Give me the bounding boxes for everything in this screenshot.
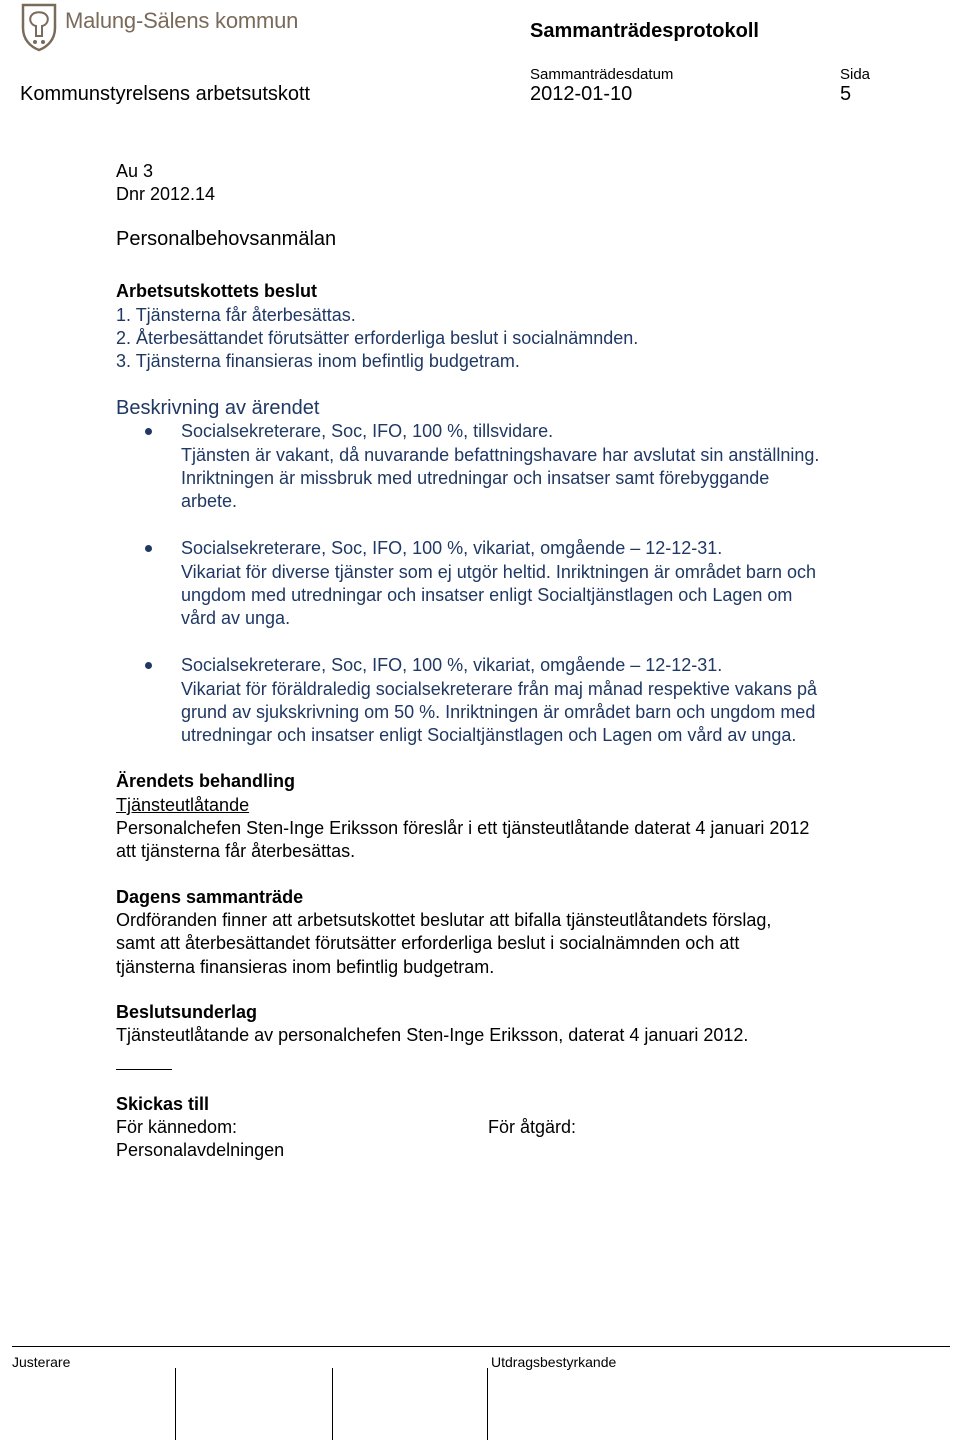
basis-text: Tjänsteutlåtande av personalchefen Sten-Inge Eriksson, daterat 4 januari 2012. — [116, 1025, 749, 1045]
page-number: 5 — [840, 83, 852, 105]
description-line: Tjänsten är vakant, då nuvarande befattningshavare har avslutat sin anställning. — [181, 445, 820, 465]
au-number: Au 3 — [116, 161, 154, 181]
decision-item: 1. Tjänsterna får återbesättas. — [116, 305, 356, 325]
description-line: Socialsekreterare, Soc, IFO, 100 %, vikariat, omgående – 12-12-31. — [181, 655, 723, 675]
description-line: arbete. — [181, 491, 238, 511]
separator-line — [116, 1069, 172, 1070]
decision-item: 3. Tjänsterna finansieras inom befintlig budgetram. — [116, 351, 520, 371]
page-label: Sida — [840, 66, 871, 83]
footer-rule — [12, 1346, 950, 1347]
dnr-number: Dnr 2012.14 — [116, 184, 216, 204]
meeting-line: Ordföranden finner att arbetsutskottet beslutar att bifalla tjänsteutlåtandets förslag, — [116, 910, 772, 930]
org-name: Malung-Sälens kommun — [65, 8, 299, 33]
description-line: Socialsekreterare, Soc, IFO, 100 %, vikariat, omgående – 12-12-31. — [181, 538, 723, 558]
description-heading: Beskrivning av ärendet — [116, 397, 320, 419]
meeting-date: 2012-01-10 — [530, 83, 633, 105]
basis-heading: Beslutsunderlag — [116, 1002, 258, 1022]
bullet-icon — [145, 428, 152, 435]
bullet-icon — [145, 545, 152, 552]
committee-name: Kommunstyrelsens arbetsutskott — [20, 83, 311, 105]
bullet-icon — [145, 662, 152, 669]
meeting-line: samt att återbesättandet förutsätter erforderliga beslut i socialnämnden och att — [116, 933, 740, 953]
decision-heading: Arbetsutskottets beslut — [116, 281, 318, 301]
description-line: Vikariat för föräldraledig socialsekreterare från maj månad respektive vakans på — [181, 679, 817, 699]
signature-divider — [332, 1368, 333, 1440]
description-line: ungdom med utredningar och insatser enligt Socialtjänstlagen och Lagen om — [181, 585, 793, 605]
meeting-heading: Dagens sammanträde — [116, 887, 304, 907]
case-title: Personalbehovsanmälan — [116, 228, 337, 250]
municipality-logo — [20, 2, 320, 54]
handling-line: Personalchefen Sten-Inge Eriksson föreslår i ett tjänsteutlåtande daterat 4 januari 2012 — [116, 818, 810, 838]
date-label: Sammanträdesdatum — [530, 66, 674, 83]
decision-item: 2. Återbesättandet förutsätter erforderliga beslut i socialnämnden. — [116, 328, 639, 348]
send-to-heading: Skickas till — [116, 1094, 210, 1114]
description-line: vård av unga. — [181, 608, 291, 628]
coat-of-arms-icon — [20, 2, 58, 52]
info-label: För kännedom: — [116, 1117, 238, 1137]
certifier-label: Utdragsbestyrkande — [491, 1354, 617, 1370]
description-line: utredningar och insatser enligt Socialtjänstlagen och Lagen om vård av unga. — [181, 725, 797, 745]
handling-subheading: Tjänsteutlåtande — [116, 795, 250, 815]
action-label: För åtgärd: — [488, 1117, 577, 1137]
document-type: Sammanträdesprotokoll — [530, 20, 759, 42]
adjusters-label: Justerare — [12, 1354, 71, 1370]
signature-divider — [175, 1368, 176, 1440]
description-line: Inriktningen är missbruk med utredningar och insatser samt förebyggande — [181, 468, 770, 488]
meeting-line: tjänsterna finansieras inom befintlig budgetram. — [116, 957, 495, 977]
handling-heading: Ärendets behandling — [116, 771, 296, 791]
description-line: grund av sjukskrivning om 50 %. Inriktningen är området barn och ungdom med — [181, 702, 816, 722]
description-line: Socialsekreterare, Soc, IFO, 100 %, tillsvidare. — [181, 421, 554, 441]
signature-divider — [487, 1368, 488, 1440]
info-recipient: Personalavdelningen — [116, 1140, 285, 1160]
handling-line: att tjänsterna får återbesättas. — [116, 841, 356, 861]
description-line: Vikariat för diverse tjänster som ej utgör heltid. Inriktningen är området barn och — [181, 562, 816, 582]
